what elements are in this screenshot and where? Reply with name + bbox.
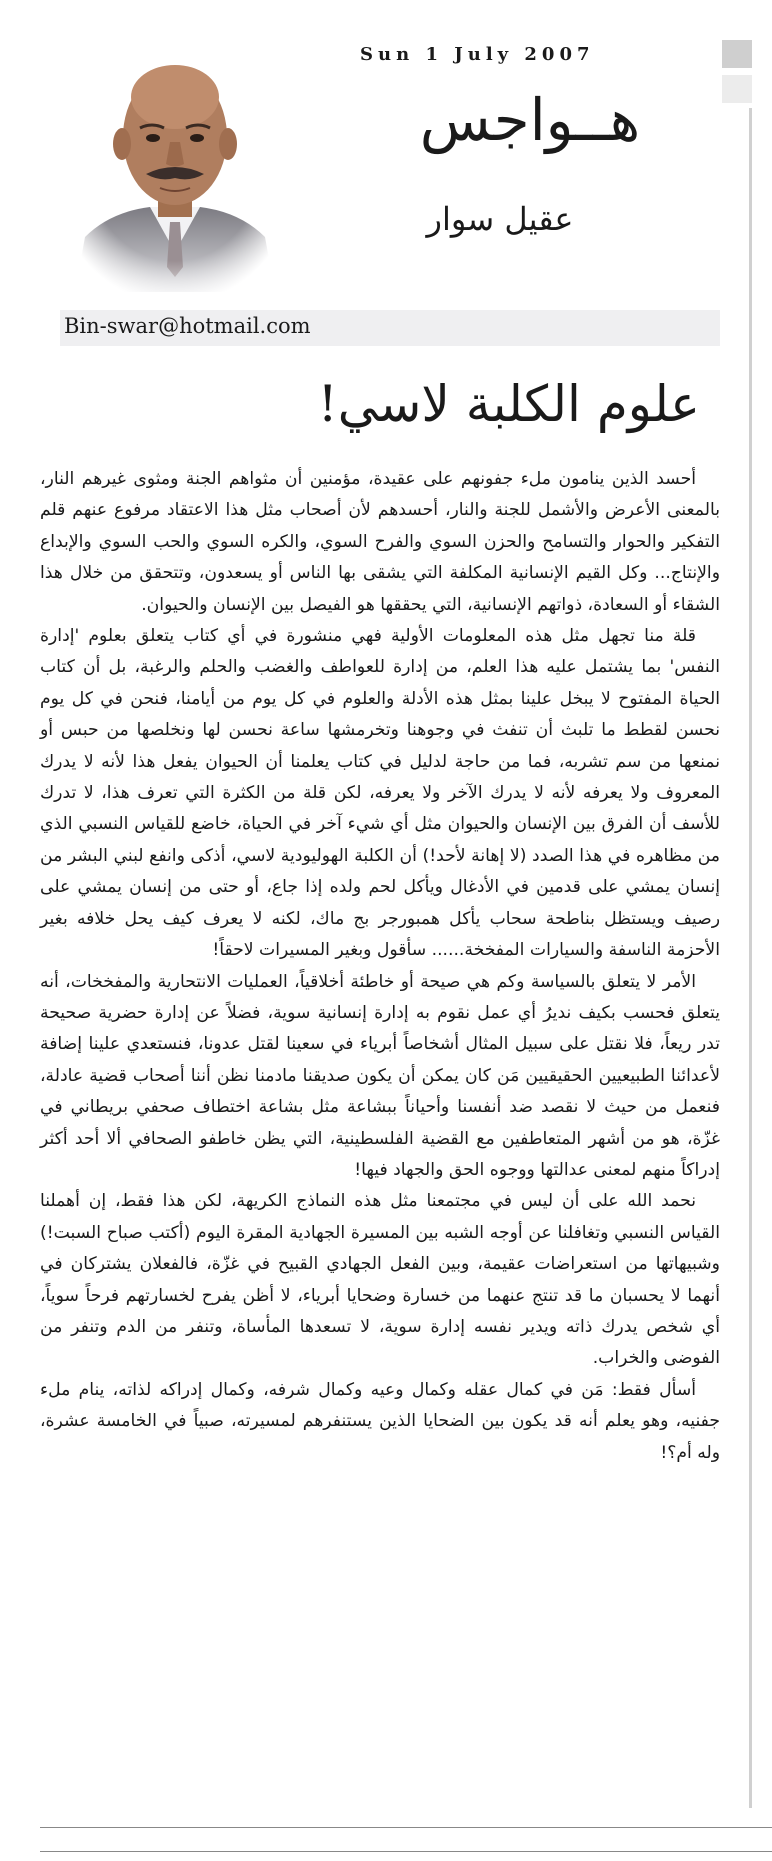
article-paragraph: أسأل فقط: مَن في كمال عقله وكمال وعيه وكمال شرفه، وكمال إدراكه لذاته، ينام ملء جفنيه، وهو يعلم أنه قد يكون بين الضحايا الذين يستنفرهم لمسيرته، صبياً في الخامسة عشرة، وله أم؟! [40,1379,720,1463]
author-email[interactable]: Bin-swar@hotmail.com [64,314,311,338]
page-scroll-up-tile[interactable] [722,40,752,68]
article-headline: علوم الكلبة لاسي! [317,375,700,433]
publication-date: Sun 1 July 2007 [360,44,595,65]
author-portrait-icon [70,52,280,292]
page-edge-line [749,108,752,1808]
article-body [40,464,720,1469]
article-paragraph: أحسد الذين ينامون ملء جفونهم على عقيدة، مؤمنين أن مثواهم الجنة ومثوى غيرهم النار، بالمعنى الأعرض والأشمل للجنة والنار، أحسدهم لأن أصحاب مثل هذا الاعتقاد مرفوع عنهم قلم التفكير والحوار والتسامح والحزن السوي والفرح السوي، والكره السوي والحب السوي والإبداع والإنتاج... وكل القيم الإنسانية المكلفة التي يشقى بها الناس أو يسعدون، وتتحقق من خلال هذا الشقاء أو السعادة، ذواتهم الإنسانية، التي يحققها هو الفيصل بين الإنسان والحيوان. [40,469,720,615]
article-paragraph: قلة منا تجهل مثل هذه المعلومات الأولية فهي منشورة في أي كتاب يتعلق بعلوم 'إدارة النفس' بما يشتمل عليه هذا العلم، من إدارة للعواطف والغضب والحلم والرغبة، بل أن كتاب الحياة المفتوح لا يبخل علينا بمثل هذه الأدلة والعلوم في كل يوم من أيامنا، فنحن في كل يوم نحسن لقطط ما تلبث أن تنفث في وجوهنا وتخرمشها ساعة نحسن لها ونخلصها من حبس أو نمنعها من سم تشربه، فما من حاجة لدليل في كتاب يعلمنا أن الحيوان يفعل هذا لأنه لا يدرك المعروف ولا يعرفه لأنه لا يدرك الآخر ولا يعرفه، لكن قلة من الكثرة التي تعرف هذا، لا تدرك للأسف أن الفرق بين الإنسان والحيوان مثل أي شيء آخر في الحياة، خاضع للقياس النسبي الذي من مظاهره في هذا الصدد (لا إهانة لأحد!) أن الكلبة الهوليودية لاسي، أذكى وانفع لبني البشر من إنسان يمشي على قدمين في الأدغال ويأكل لحم ولده إذا جاع، أو حتى من إنسان يمشي على رصيف ويستظل بناطحة سحاب يأكل همبورجر بج ماك، لكنه لا يعرف كيف يحل خلافه بغير الأحزمة الناسفة والسيارات المفخخة...... سأقول وبغير المسيرات لاحقاً! [40,626,720,961]
article-paragraph: نحمد الله على أن ليس في مجتمعنا مثل هذه النماذج الكريهة، لكن هذا فقط، إن أهملنا القياس النسبي وتغافلنا عن أوجه الشبه بين المسيرة الجهادية المقرة اليوم (أكتب صباح السبت!) وشبيهاتها من استعراضات عقيمة، وبين الفعل الجهادي القبيح في غزّة، فالفعلان يشتركان في أنهما لا يحسبان ما قد تنتج عنهما من خسارة وضحايا أبرياء، لا أظن يفرح لخسارتهم فرحاً سوياً، أي شخص يدرك ذاته ويدير نفسه إدارة سوية، لا تسعدها المأساة، وتنفر من الدم وتنفر من الفوضى والخراب. [40,1191,720,1369]
footer-rule [40,1851,772,1852]
column-title: هــواجس [419,86,641,154]
page-scroll-down-tile[interactable] [722,75,752,103]
article-paragraph: الأمر لا يتعلق بالسياسة وكم هي صيحة أو خاطئة أخلاقياً، العمليات الانتحارية والمفخخات، أنه يتعلق فحسب بكيف نديرُ أي عمل نقوم به إدارة إنسانية سوية، فضلاً عن إدارة حضرية صحيحة تدر ريعاً، فلا نقتل على سبيل المثال أشخاصاً أبرياء في سعينا لقتل عدونا، فنستعدي علينا إضافة لأعدائنا الطبيعيين الحقيقيين مَن كان يمكن أن يكون صديقنا مادمنا نظن أننا أصحاب قضية عادلة، فنعمل من حيث لا نقصد ضد أنفسنا وأحياناً ببشاعة مثل بشاعة اختطاف صحفي بريطاني في غزّة، هو من أشهر المتعاطفين مع القضية الفلسطينية، التي يظن خاطفو الصحافي ألا أحد أكثر إدراكاً منهم لمعنى عدالتها ووجوه الحق والجهاد فيها! [40,971,720,1180]
author-name: عقيل سوار [426,200,574,238]
footer-rule [40,1827,772,1828]
